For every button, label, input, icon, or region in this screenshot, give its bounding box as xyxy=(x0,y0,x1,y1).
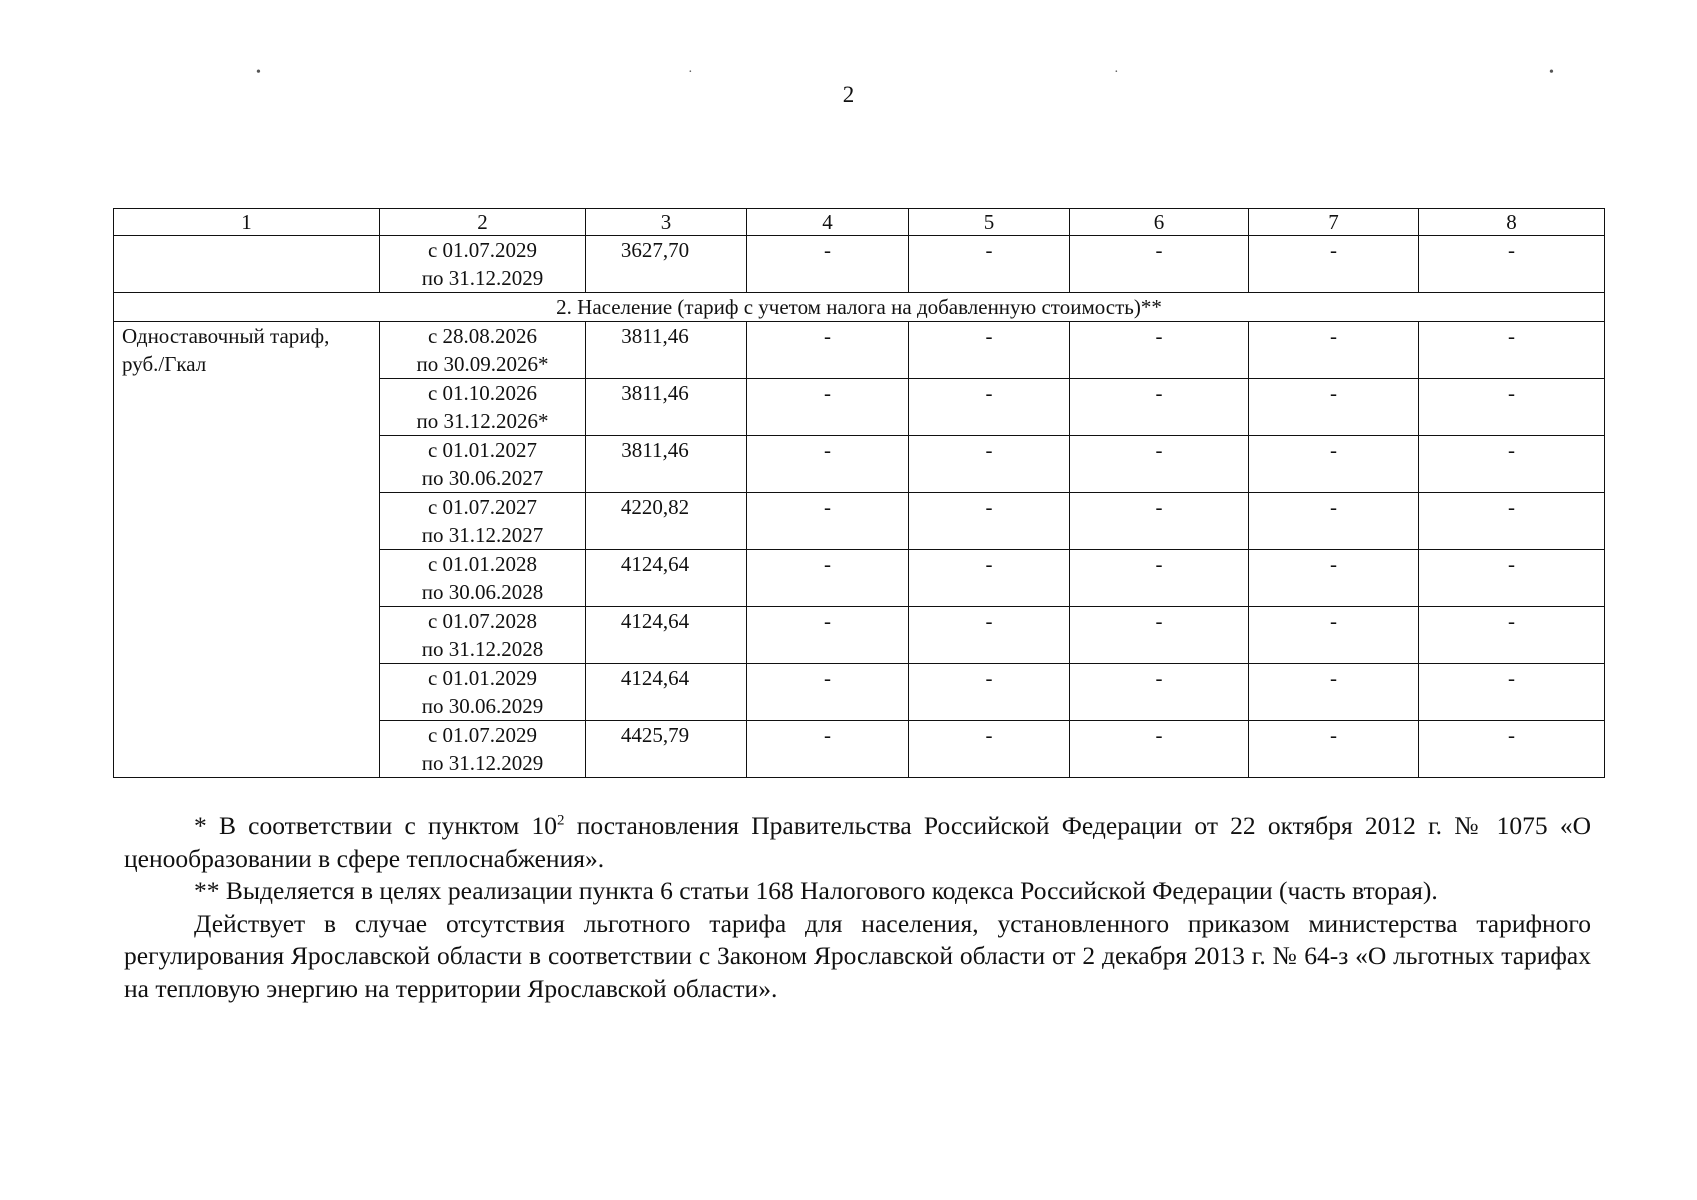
empty-value: - xyxy=(747,436,909,493)
tariff-name: Одноставочный тариф, xyxy=(122,324,330,348)
period-from: с 01.01.2029 xyxy=(427,666,538,690)
footnote-1 xyxy=(124,810,1591,875)
empty-value: - xyxy=(1419,493,1605,550)
tariff-value: 4124,64 xyxy=(586,550,747,607)
empty-value: - xyxy=(747,236,909,293)
empty-value: - xyxy=(1249,664,1419,721)
period-from: с 01.07.2027 xyxy=(427,495,538,519)
period-cell xyxy=(380,664,586,721)
empty-value: - xyxy=(747,379,909,436)
empty-value: - xyxy=(1070,550,1249,607)
period-to: по 31.12.2029 xyxy=(421,266,544,290)
section-title: 2. Население (тариф с учетом налога на добавленную стоимость)** xyxy=(114,293,1605,322)
empty-value: - xyxy=(909,664,1070,721)
period-to: по 31.12.2029 xyxy=(421,751,544,775)
column-number: 5 xyxy=(909,209,1070,236)
period-cell xyxy=(380,550,586,607)
period-cell xyxy=(380,379,586,436)
period-from: с 01.10.2026 xyxy=(427,381,538,405)
empty-value: - xyxy=(747,322,909,379)
empty-value: - xyxy=(1419,436,1605,493)
tariff-name-cell xyxy=(114,236,380,293)
column-number: 1 xyxy=(114,209,380,236)
period-cell xyxy=(380,322,586,379)
footnote-1-text: * В соответствии с пунктом 10 xyxy=(194,811,558,840)
tariff-value: 4220,82 xyxy=(586,493,747,550)
empty-value: - xyxy=(1070,322,1249,379)
empty-value: - xyxy=(909,607,1070,664)
empty-value: - xyxy=(747,550,909,607)
column-number: 4 xyxy=(747,209,909,236)
empty-value: - xyxy=(1249,236,1419,293)
table-row xyxy=(114,236,1605,293)
empty-value: - xyxy=(1249,493,1419,550)
column-number: 6 xyxy=(1070,209,1249,236)
period-to: по 30.06.2027 xyxy=(421,466,544,490)
footnote-2: ** Выделяется в целях реализации пункта 6 статьи 168 Налогового кодекса Российской Федерации (часть вторая). xyxy=(194,876,1438,905)
period-to: по 31.12.2026* xyxy=(416,409,549,433)
scan-speck: • xyxy=(256,65,261,80)
period-to: по 31.12.2028 xyxy=(421,637,544,661)
period-from: с 01.01.2028 xyxy=(427,552,538,576)
empty-value: - xyxy=(1070,379,1249,436)
column-number-row xyxy=(114,209,1605,236)
empty-value: - xyxy=(1249,607,1419,664)
empty-value: - xyxy=(1249,550,1419,607)
period-to: по 30.06.2028 xyxy=(421,580,544,604)
empty-value: - xyxy=(909,322,1070,379)
empty-value: - xyxy=(1070,721,1249,778)
section-header-row xyxy=(114,293,1605,322)
period-from: с 01.07.2029 xyxy=(427,723,538,747)
footnote-1-continuation: постановления Правительства Российской Федерации от 22 октября 2012 г. № 1075 «О ценообразовании в сфере теплоснабжения». xyxy=(124,811,1591,873)
tariff-table xyxy=(113,208,1605,778)
tariff-value: 3811,46 xyxy=(586,379,747,436)
tariff-value: 3811,46 xyxy=(586,322,747,379)
tariff-value: 4425,79 xyxy=(586,721,747,778)
empty-value: - xyxy=(1419,550,1605,607)
period-cell xyxy=(380,721,586,778)
page-number: 2 xyxy=(842,82,855,107)
empty-value: - xyxy=(909,721,1070,778)
column-number: 7 xyxy=(1249,209,1419,236)
empty-value: - xyxy=(747,721,909,778)
empty-value: - xyxy=(1070,664,1249,721)
empty-value: - xyxy=(909,493,1070,550)
scan-speck: · xyxy=(688,65,693,80)
period-from: с 28.08.2026 xyxy=(427,324,538,348)
empty-value: - xyxy=(1070,493,1249,550)
period-cell xyxy=(380,236,586,293)
empty-value: - xyxy=(747,607,909,664)
empty-value: - xyxy=(1419,236,1605,293)
empty-value: - xyxy=(1070,607,1249,664)
scan-speck: · xyxy=(1114,65,1119,80)
period-from: с 01.07.2029 xyxy=(427,238,538,262)
tariff-name-cell xyxy=(114,322,380,778)
period-from: с 01.01.2027 xyxy=(427,438,538,462)
empty-value: - xyxy=(909,379,1070,436)
empty-value: - xyxy=(1419,607,1605,664)
empty-value: - xyxy=(1249,436,1419,493)
footnotes xyxy=(124,810,1591,1005)
tariff-value: 4124,64 xyxy=(586,607,747,664)
period-to: по 30.06.2029 xyxy=(421,694,544,718)
tariff-value: 3811,46 xyxy=(586,436,747,493)
empty-value: - xyxy=(909,436,1070,493)
empty-value: - xyxy=(1249,721,1419,778)
empty-value: - xyxy=(1419,379,1605,436)
empty-value: - xyxy=(1249,322,1419,379)
footnote-1-superscript: 2 xyxy=(557,812,565,829)
empty-value: - xyxy=(1070,236,1249,293)
empty-value: - xyxy=(909,550,1070,607)
column-number: 8 xyxy=(1419,209,1605,236)
period-cell xyxy=(380,607,586,664)
period-from: с 01.07.2028 xyxy=(427,609,538,633)
empty-value: - xyxy=(1419,322,1605,379)
column-number: 2 xyxy=(380,209,586,236)
tariff-value: 4124,64 xyxy=(586,664,747,721)
column-number: 3 xyxy=(586,209,747,236)
period-to: по 31.12.2027 xyxy=(421,523,544,547)
empty-value: - xyxy=(909,236,1070,293)
period-cell xyxy=(380,493,586,550)
empty-value: - xyxy=(1419,664,1605,721)
period-to: по 30.09.2026* xyxy=(416,352,549,376)
scan-speck: • xyxy=(1549,65,1554,80)
tariff-name: руб./Гкал xyxy=(122,352,207,376)
table-row xyxy=(114,322,1605,379)
empty-value: - xyxy=(1419,721,1605,778)
tariff-value: 3627,70 xyxy=(586,236,747,293)
footnote-3: Действует в случае отсутствия льготного тарифа для населения, установленного приказом министерства тарифного регулирования Ярославской области в соответствии с Законом Ярославской области от 2 декабря 2013 г. № 64-з «О льготных тарифах на тепловую энергию на территории Ярославской области». xyxy=(124,908,1591,1003)
empty-value: - xyxy=(747,664,909,721)
empty-value: - xyxy=(1070,436,1249,493)
empty-value: - xyxy=(747,493,909,550)
empty-value: - xyxy=(1249,379,1419,436)
period-cell xyxy=(380,436,586,493)
